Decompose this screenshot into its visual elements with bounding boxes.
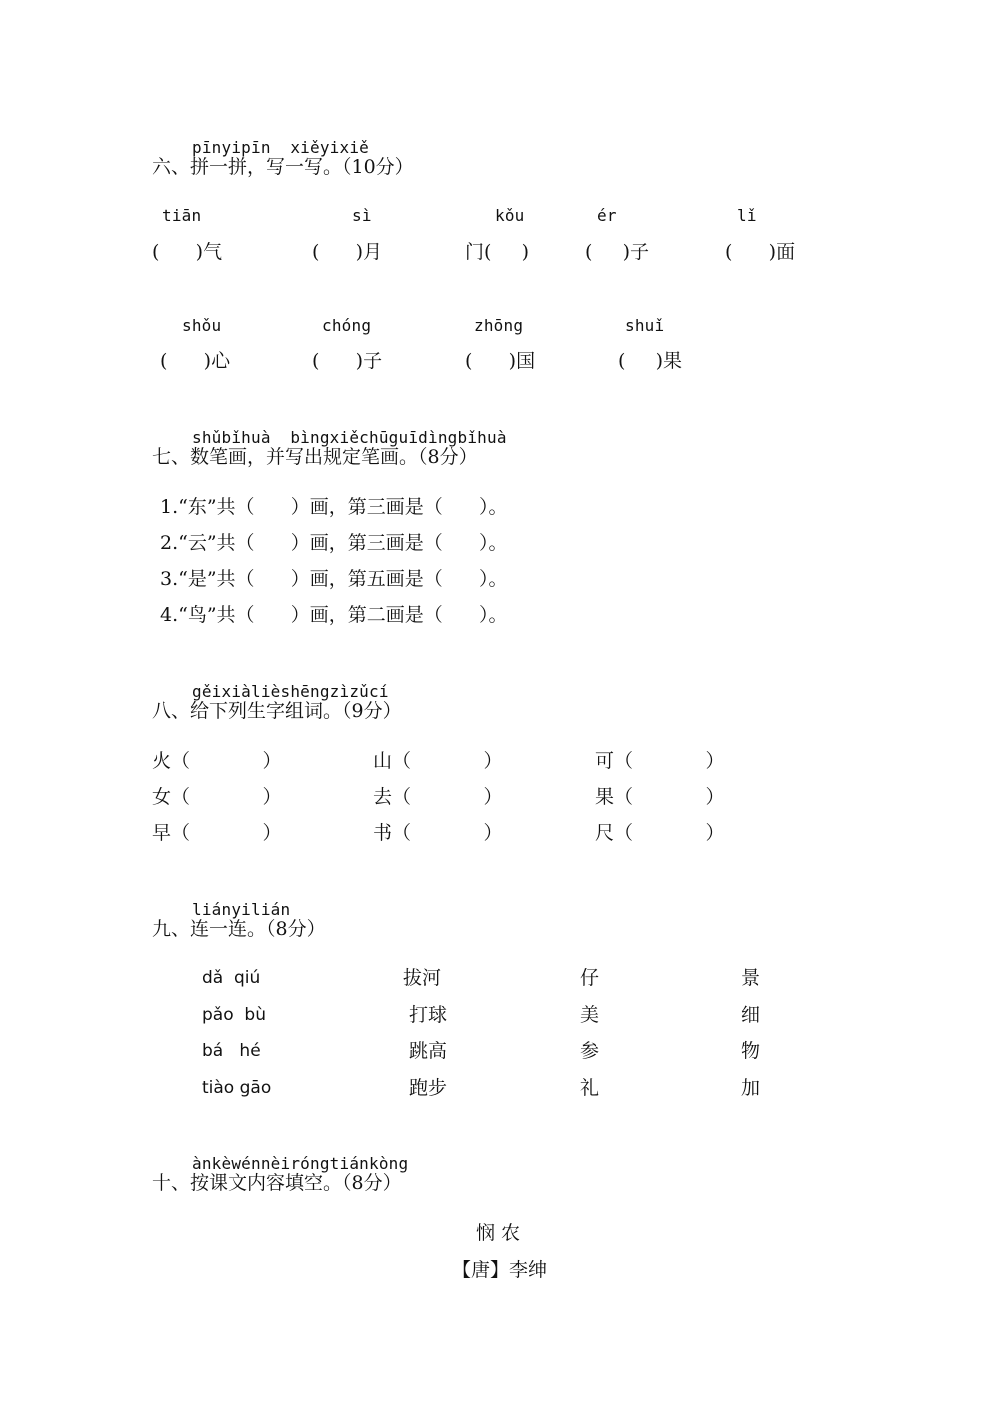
pinyin-shou: shǒu	[182, 316, 222, 335]
section10-pinyin: ànkèwénnèiróngtiánkòng	[192, 1154, 409, 1173]
match-pinyin-3: bá hé	[202, 1041, 261, 1061]
pinyin-tian: tiān	[162, 206, 202, 225]
pinyin-zhong: zhōng	[474, 316, 524, 335]
match-left-1: 仔	[580, 967, 600, 989]
poem-title: 悯 农	[476, 1222, 521, 1244]
pinyin-kou: kǒu	[495, 206, 525, 225]
pinyin-er: ér	[597, 206, 617, 225]
match-pinyin-1: dǎ qiú	[202, 968, 261, 988]
section8-title: 八、给下列生字组词。（9分）	[152, 700, 402, 722]
stroke-item-4: 4.“鸟”共（ ）画，第二画是（ ）。	[160, 604, 508, 626]
word-guo: 果（ ）	[595, 786, 725, 808]
match-word-3: 跳高	[409, 1040, 448, 1062]
section9-title: 九、连一连。（8分）	[152, 918, 326, 940]
blank-zi2: ( )子	[312, 350, 383, 372]
match-left-2: 美	[580, 1004, 600, 1026]
pinyin-shui: shuǐ	[625, 316, 665, 335]
match-left-3: 参	[580, 1040, 600, 1062]
section10-title: 十、按课文内容填空。（8分）	[152, 1172, 402, 1194]
blank-men: 门( )	[465, 241, 530, 263]
stroke-item-2: 2.“云”共（ ）画，第三画是（ ）。	[160, 532, 508, 554]
match-word-1: 拔河	[403, 967, 442, 989]
section7-pinyin: shǔbǐhuà bìngxiěchūguīdìngbǐhuà	[192, 428, 507, 447]
word-nv: 女（ ）	[152, 786, 282, 808]
match-right-4: 加	[741, 1077, 761, 1099]
word-ke: 可（ ）	[595, 750, 725, 772]
match-right-2: 细	[741, 1004, 761, 1026]
match-word-4: 跑步	[409, 1077, 448, 1099]
match-pinyin-2: pǎo bù	[202, 1005, 266, 1025]
blank-yue: ( )月	[312, 241, 383, 263]
blank-zi: ( )子	[585, 241, 650, 263]
pinyin-chong: chóng	[322, 316, 372, 335]
section9-pinyin: liányilián	[192, 900, 291, 919]
blank-xin: ( )心	[160, 350, 231, 372]
blank-mian: ( )面	[725, 241, 796, 263]
word-chi: 尺（ ）	[595, 822, 725, 844]
word-shan: 山（ ）	[373, 750, 503, 772]
blank-guo: ( )国	[465, 350, 536, 372]
word-shu: 书（ ）	[373, 822, 503, 844]
word-qu: 去（ ）	[373, 786, 503, 808]
section6-pinyin: pīnyipīn xiěyixiě	[192, 138, 369, 157]
section7-title: 七、数笔画，并写出规定笔画。（8分）	[152, 446, 478, 468]
blank-qi: ( )气	[152, 241, 223, 263]
match-pinyin-4: tiào gāo	[202, 1078, 272, 1098]
poem-author: 【唐】李绅	[452, 1259, 548, 1281]
blank-guo2: ( )果	[618, 350, 683, 372]
stroke-item-3: 3.“是”共（ ）画，第五画是（ ）。	[160, 568, 508, 590]
match-word-2: 打球	[409, 1004, 448, 1026]
stroke-item-1: 1.“东”共（ ）画，第三画是（ ）。	[160, 496, 508, 518]
pinyin-si: sì	[352, 206, 372, 225]
section8-pinyin: gěixiàlièshēngzìzǔcí	[192, 682, 389, 701]
word-zao: 早（ ）	[152, 822, 282, 844]
word-huo: 火（ ）	[152, 750, 282, 772]
match-right-3: 物	[741, 1040, 761, 1062]
pinyin-li: lǐ	[737, 206, 757, 225]
match-right-1: 景	[741, 967, 761, 989]
match-left-4: 礼	[580, 1077, 600, 1099]
section6-title: 六、拼一拼，写一写。（10分）	[152, 156, 414, 178]
